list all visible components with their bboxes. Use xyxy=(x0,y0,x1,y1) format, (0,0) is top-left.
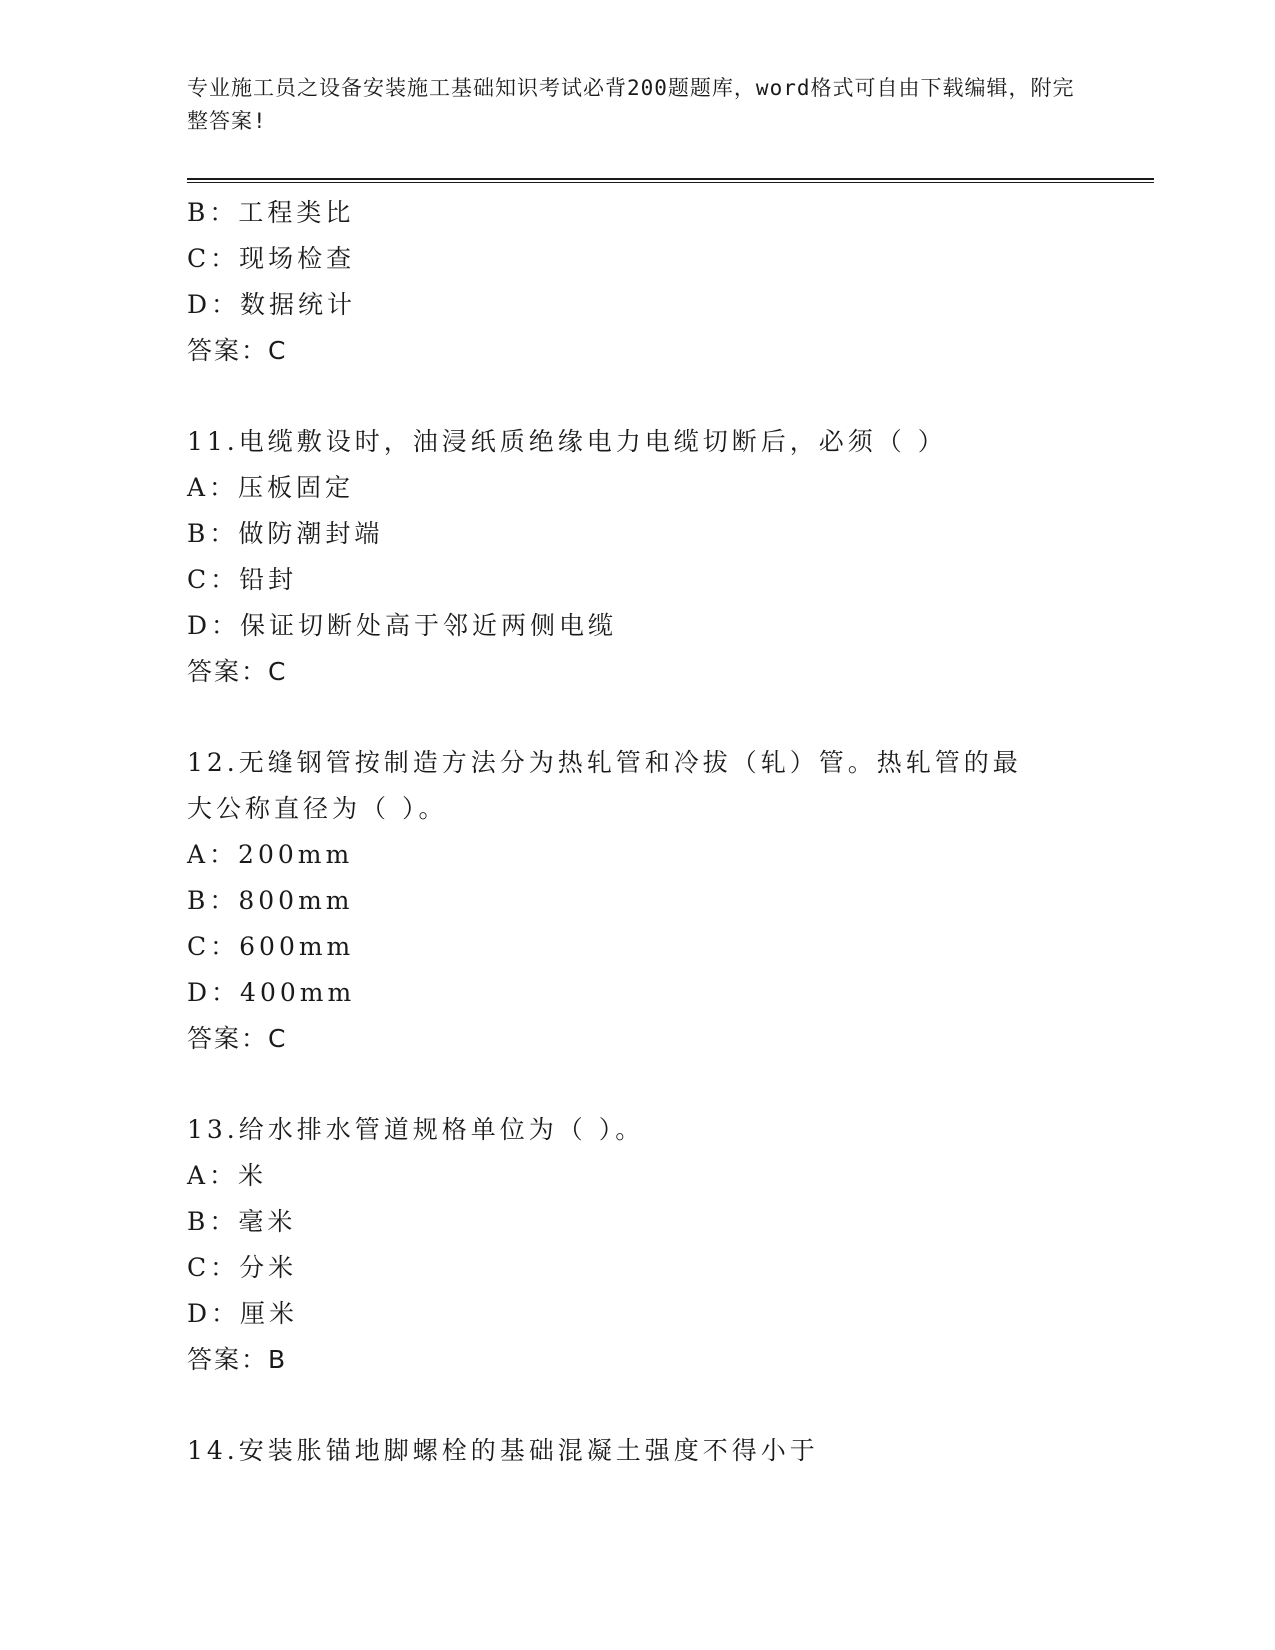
answer: 答案：C xyxy=(187,336,288,365)
question-text: 13.给水排水管道规格单位为（ ）。 xyxy=(187,1115,645,1144)
question-text: 12.无缝钢管按制造方法分为热轧管和冷拔（轧）管。热轧管的最大公称直径为（ ）。 xyxy=(187,748,1022,823)
option: D：保证切断处高于邻近两侧电缆 xyxy=(187,611,618,640)
question-14 xyxy=(187,1428,1087,1474)
question-13 xyxy=(187,1107,1087,1383)
option: A：米 xyxy=(187,1161,268,1190)
carryover-block xyxy=(187,190,1087,374)
option: B：做防潮封端 xyxy=(187,519,384,548)
option: D：厘米 xyxy=(187,1299,299,1328)
option: B：工程类比 xyxy=(187,198,355,227)
option: C：铅封 xyxy=(187,565,298,594)
question-text: 14.安装胀锚地脚螺栓的基础混凝土强度不得小于 xyxy=(187,1436,819,1465)
option: B：800mm xyxy=(187,886,354,915)
question-text: 11.电缆敷设时，油浸纸质绝缘电力电缆切断后，必须（ ） xyxy=(187,427,947,456)
answer: 答案：B xyxy=(187,1345,288,1374)
option: A：200mm xyxy=(187,840,354,869)
question-11 xyxy=(187,419,1087,695)
option: D：400mm xyxy=(187,978,356,1007)
answer: 答案：C xyxy=(187,1024,288,1053)
option: C：600mm xyxy=(187,932,355,961)
option: D：数据统计 xyxy=(187,290,357,319)
question-list xyxy=(187,190,1087,1474)
header-divider xyxy=(187,178,1154,183)
page-header: 专业施工员之设备安装施工基础知识考试必背200题题库，word格式可自由下载编辑，附完整答案! xyxy=(187,76,1075,133)
option: B：毫米 xyxy=(187,1207,297,1236)
answer: 答案：C xyxy=(187,657,288,686)
option: C：现场检查 xyxy=(187,244,356,273)
question-12 xyxy=(187,740,1087,1062)
option: A：压板固定 xyxy=(187,473,355,502)
option: C：分米 xyxy=(187,1253,298,1282)
